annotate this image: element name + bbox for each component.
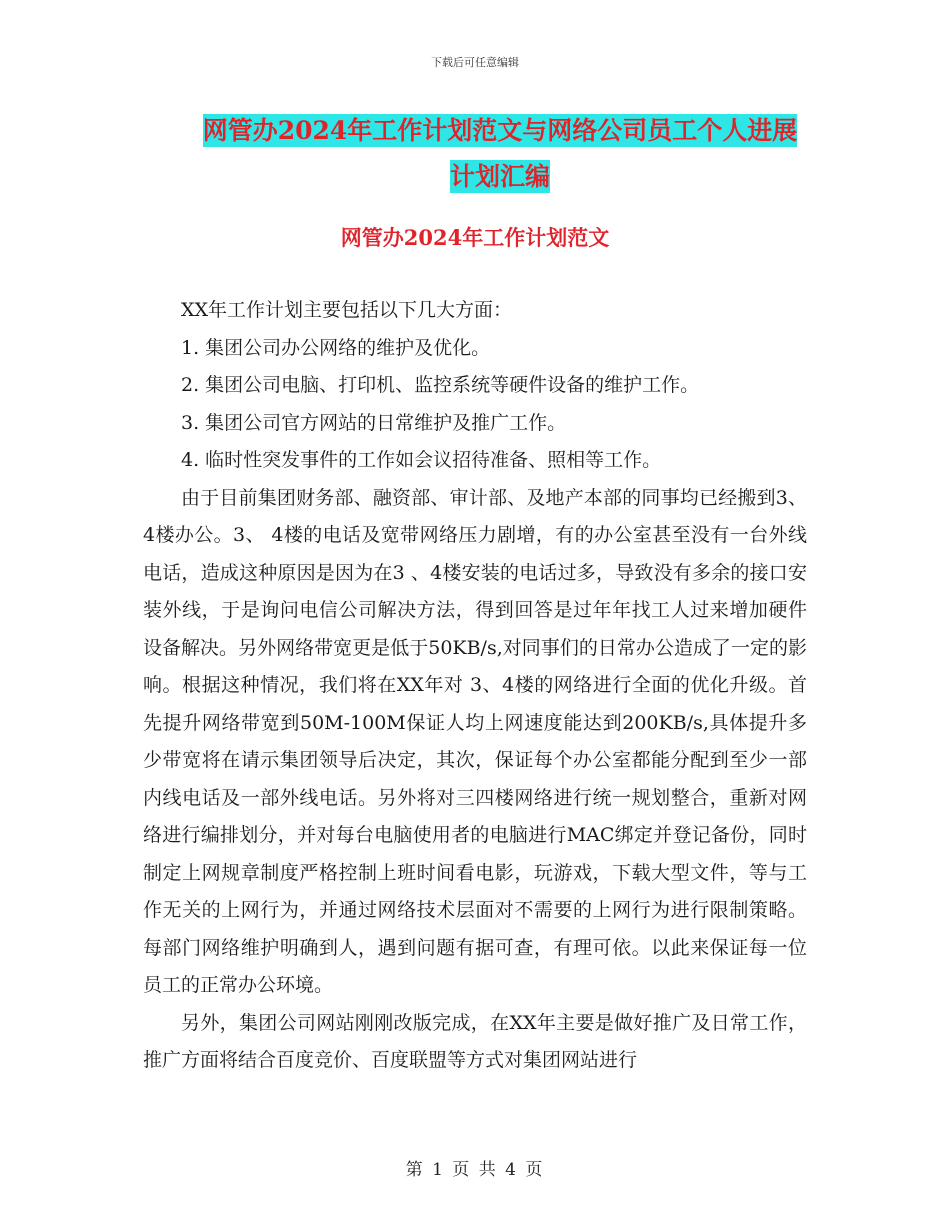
paragraph-intro: XX年工作计划主要包括以下几大方面： (181, 299, 513, 321)
list-item: 4. 临时性突发事件的工作如会议招待准备、照相等工作。 (181, 449, 662, 471)
body-text (143, 292, 807, 1080)
document-title-line-1: 网管办2024年工作计划范文与网络公司员工个人进展 (202, 116, 798, 145)
list-item: 3. 集团公司官方网站的日常维护及推广工作。 (181, 411, 567, 434)
list-item: 1. 集团公司办公网络的维护及优化。 (181, 336, 491, 359)
document-title-line-2: 计划汇编 (449, 162, 550, 191)
section-title: 网管办2024年工作计划范文 (340, 225, 610, 250)
paragraph-website-plan: 另外，集团公司网站刚刚改版完成，在XX年主要是做好推广及日常工作，推广方面将结合百度竞价、百度联盟等方式对集团网站进行 (143, 1011, 807, 1071)
document-title (140, 108, 860, 200)
paragraph-network-plan: 由于目前集团财务部、融资部、审计部、及地产本部的同事均已经搬到3、 4楼办公。3、 4楼的电话及宽带网络压力剧增，有的办公室甚至没有一台外线电话，造成这种原因是因为在3 、4楼安装的电话过多，导致没有多余的接口安装外线，于是询问电信公司解决方法，得到回答是过年年找工人过来增加硬件设备解决。另外网络带宽更是低于50KB/s,对同事们的日常办公造成了一定的影响。根据这种情况，我们将在XX年对 3、4楼的网络进行全面的优化升级。首先提升网络带宽到50M-100M保证人均上网速度能达到200KB/s,具体提升多少带宽将在请示集团领导后决定，其次，保证每个办公室都能分配到至少一部内线电话及一部外线电话。另外将对三四楼网络进行统一规划整合，重新对网络进行编排划分，并对每台电脑使用者的电脑进行MAC绑定并登记备份，同时制定上网规章制度严格控制上班时间看电影，玩游戏，下载大型文件，等与工作无关的上网行为，并通过网络技术层面对不需要的上网行为进行限制策略。每部门网络维护明确到人，遇到问题有据可查，有理可依。以此来保证每一位员工的正常办公环境。 (143, 486, 807, 996)
list-item: 2. 集团公司电脑、打印机、监控系统等硬件设备的维护工作。 (181, 374, 700, 396)
page-number: 第 1 页 共 4 页 (405, 1160, 545, 1180)
header-note: 下载后可任意编辑 (431, 56, 519, 69)
